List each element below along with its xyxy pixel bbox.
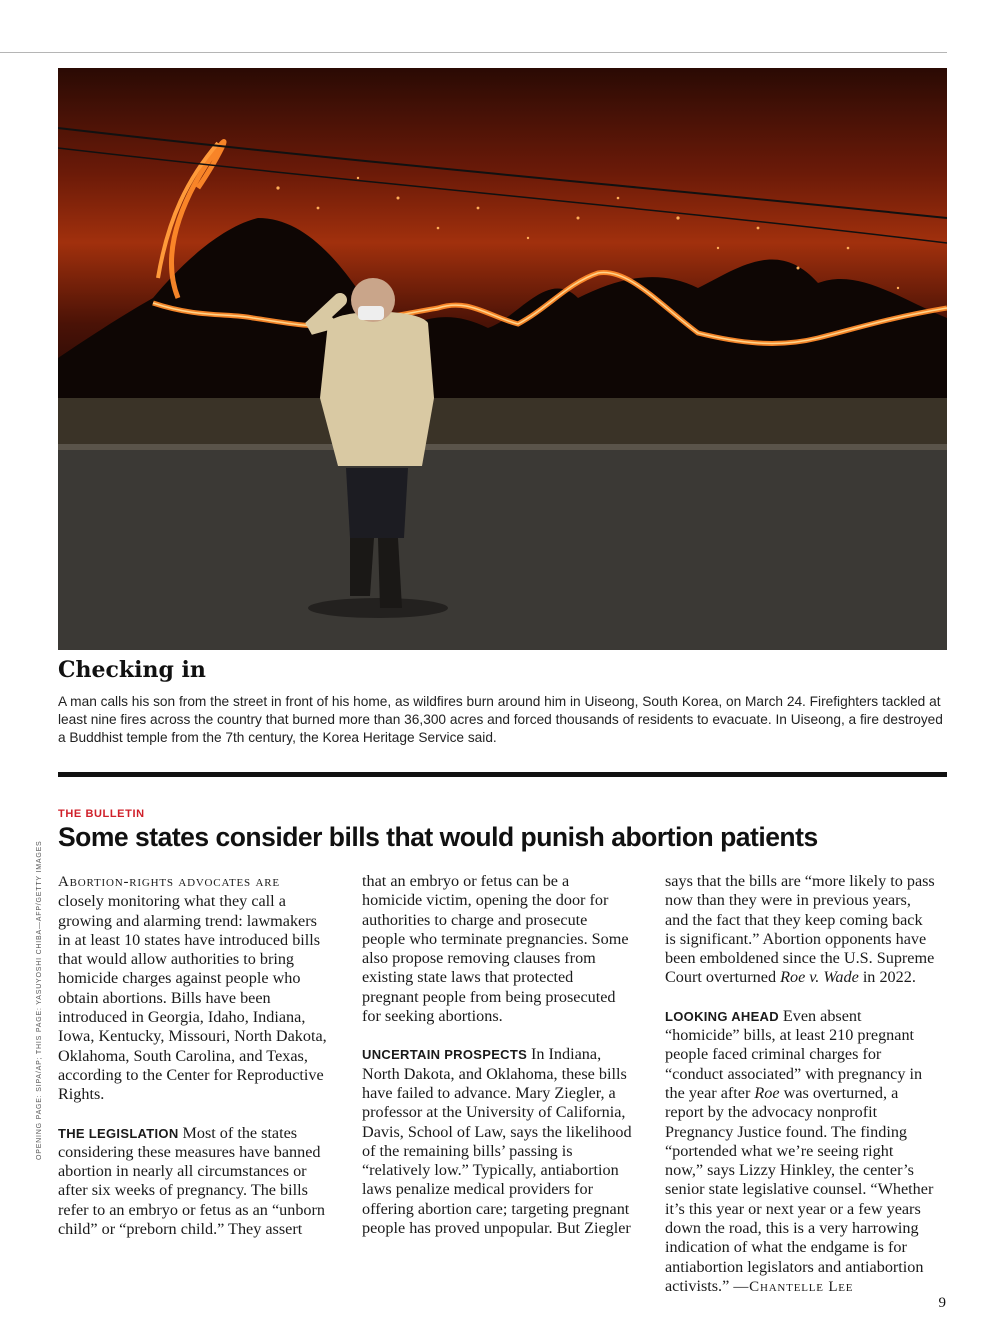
subhead-legislation: THE LEGISLATION	[58, 1125, 183, 1141]
byline: —Chantelle Lee	[733, 1278, 854, 1295]
article-column-3	[665, 872, 935, 1316]
roe-name: Roe	[754, 1083, 780, 1102]
article-headline: Some states consider bills that would punish abortion patients	[58, 822, 818, 852]
wildfire-photo	[58, 68, 947, 650]
section-divider	[58, 772, 947, 777]
paragraph-4b: was overturned, a report by the advocacy nonprofit Pregnancy Justice found. The finding “portended what we’re seeing right now,” says Lizzy Hinkley, the center’s senior state legislative counsel. “Whether it’s this year or next year or a few years down the road, this is a very harrowing indication of what the endgame is for antiabortion legislators and antiabortion activists.”	[665, 1083, 934, 1295]
photo-illustration	[58, 68, 947, 650]
paragraph-3-cont: says that the bills are “more likely to pass now than they were in previous years, and the fact that they keep coming back is significant.” Abortion opponents have been emboldened since the U.S. Supreme Court overturned	[665, 872, 935, 987]
caption-title: Checking in	[58, 657, 206, 683]
lead-in: Abortion-rights advocates are	[58, 874, 280, 890]
paragraph-2: Most of the states considering these measures have banned abortion in nearly all circumstances or after six weeks of pregnancy. The bills refer to an embryo or fetus as an “unborn child” or “preborn child.” They assert	[58, 1123, 325, 1239]
caption-text: A man calls his son from the street in front of his home, as wildfires burn around him in Uiseong, South Korea, on March 24. Firefighters tackled at least nine fires across the country that burned more than 36,300 acres and forced thousands of residents to evacuate. In Uiseong, a fire destroyed a Buddhist temple from the 7th century, the Korea Heritage Service said.	[58, 694, 943, 745]
paragraph-1: closely monitoring what they call a growing and alarming trend: lawmakers in at least 10 states have introduced bills that would allow authorities to bring homicide charges against people who obtain abortions. Bills have been introduced in Georgia, Idaho, Indiana, Iowa, Kentucky, Missouri, North Dakota, Oklahoma, South Carolina, and Texas, according to the Center for Reproductive Rights.	[58, 892, 327, 1104]
article-column-2	[362, 872, 632, 1257]
paragraph-3: In Indiana, North Dakota, and Oklahoma, these bills have failed to advance. Mary Ziegler, a professor at the University of California, Davis, School of Law, says the likelihood of the remaining bills’ passing is “relatively low.” Typically, antiabortion laws penalize medical providers for offering abortion care; targeting pregnant people has proved unpopular. But Ziegler	[362, 1045, 632, 1238]
section-kicker: THE BULLETIN	[58, 808, 145, 820]
photo-credit: OPENING PAGE: SIPA/AP; THIS PAGE: YASUYOSHI CHIBA—AFP/GETTY IMAGES	[36, 840, 43, 1160]
top-rule	[0, 52, 947, 53]
paragraph-3-end: in 2022.	[858, 968, 916, 987]
subhead-looking-ahead: LOOKING AHEAD	[665, 1008, 783, 1024]
article-column-1	[58, 872, 328, 1258]
paragraph-2-cont: that an embryo or fetus can be a homicide victim, opening the door for authorities to charge and prosecute people who terminate pregnancies. Some also propose removing clauses from existing state laws that protected pregnant people from being prosecuted for seeking abortions.	[362, 872, 629, 1026]
paragraph-4a: Even absent “homicide” bills, at least 210 pregnant people faced criminal charges for “conduct associated” with pregnancy in the year after	[665, 1006, 923, 1102]
subhead-prospects: UNCERTAIN PROSPECTS	[362, 1047, 531, 1063]
page-number: 9	[938, 1295, 946, 1311]
case-name: Roe v. Wade	[780, 968, 859, 987]
